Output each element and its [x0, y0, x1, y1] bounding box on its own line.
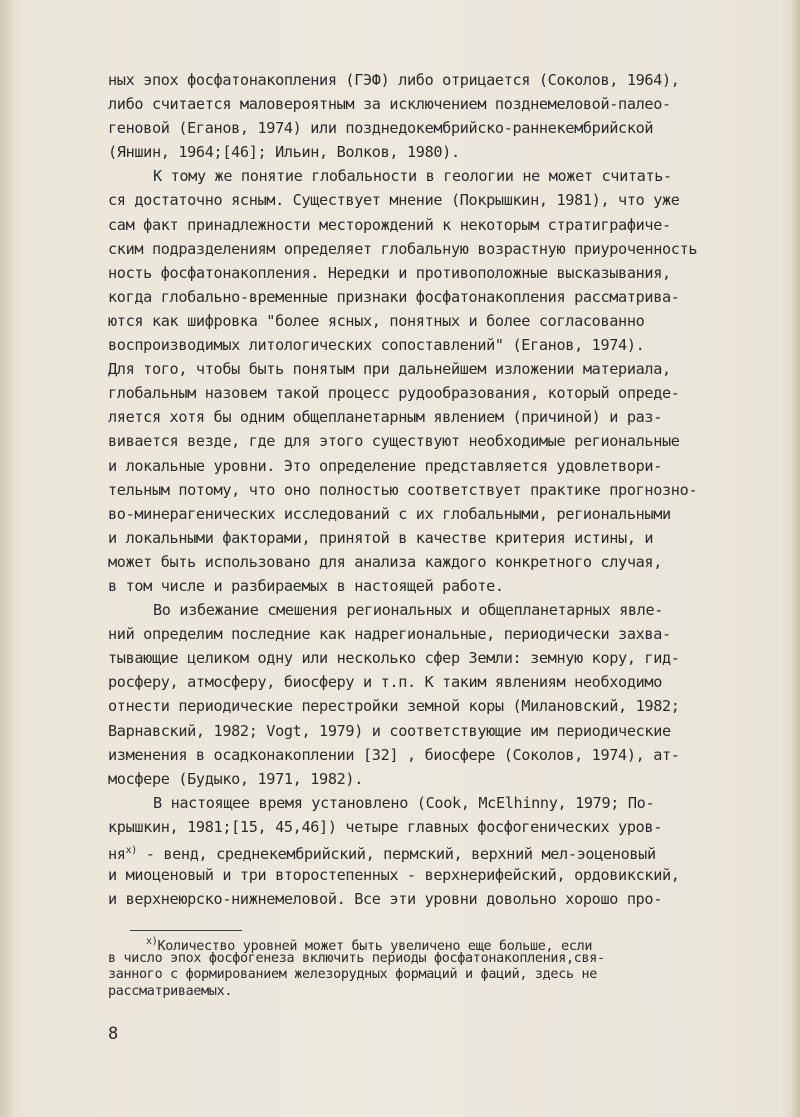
text-line: крышкин, 1981;[15, 45,46]) четыре главных фосфогенических уров- [108, 817, 663, 836]
text-line: и локальные уровни. Это определение представляется удовлетвори- [108, 456, 663, 475]
footnote-line: занного с формированием железорудных формаций и фаций, здесь не [108, 967, 597, 982]
text-line: может быть использовано для анализа каждого конкретного случая, [108, 552, 663, 571]
text-line: сам факт принадлежности месторождений к некоторым стратиграфиче- [108, 215, 671, 234]
page-number: 8 [108, 1024, 119, 1044]
footnote-marker: x) [146, 936, 158, 947]
text-line: глобальным назовем такой процесс рудообразования, который опреде- [108, 384, 680, 403]
text-line: воспроизводимых литологических сопоставлений" (Еганов, 1974). [108, 336, 645, 355]
text-line: ний определим последние как надрегиональные, периодически захва- [108, 625, 671, 644]
text-line: изменения в осадконакоплении [32] , биосфере (Соколов, 1974), ат- [108, 745, 680, 764]
text-line: мосфере (Будыко, 1971, 1982). [108, 769, 364, 788]
text-line: когда глобально-временные признаки фосфатонакопления рассматрива- [108, 287, 680, 306]
text-line-paragraph-start: В настоящее время установлено (Cook, McElhinny, 1979; По- [153, 793, 655, 812]
footnote-ref-marker: x) [125, 845, 137, 856]
text-line: тельным потому, что оно полностью соответствует практике прогнозно- [108, 480, 698, 499]
text-line: ных эпох фосфатонакопления (ГЭФ) либо отрицается (Соколов, 1964), [108, 71, 680, 89]
footnote-line: в число эпох фосфогенеза включить периоды фосфатонакопления,свя- [108, 950, 605, 966]
text-fragment: ня [108, 845, 126, 863]
text-line: и локальными факторами, принятой в качестве критерия истины, и [108, 528, 654, 547]
text-line: и миоценовый и три второстепенных - верхнерифейский, ордовикский, [108, 866, 680, 885]
text-fragment: - венд, среднекембрийский, пермский, верхний мел-эоценовый [136, 845, 656, 863]
text-line-with-footnote-ref [108, 839, 748, 863]
text-line: во-минерагенических исследований с их глобальными, региональными [108, 504, 671, 523]
text-line: Варнавский, 1982; Vogt, 1979) и соответствующие им периодические [108, 721, 671, 740]
footnote-line [108, 934, 748, 954]
text-line: ются как шифровка "более ясных, понятных и более согласованно [108, 311, 645, 330]
text-line-paragraph-start: Во избежание смешения региональных и общепланетарных явле- [153, 601, 664, 620]
footnote-text: Количество уровней может быть увеличено еще больше, если [157, 939, 593, 954]
text-line: в том числе и разбираемых в настоящей работе. [108, 576, 504, 595]
text-line-paragraph-start: К тому же понятие глобальности в геологии не может считать- [153, 167, 672, 186]
page-edge-shadow-right [790, 0, 800, 1117]
text-line: ляется хотя бы одним общепланетарным явлением (причиной) и раз- [108, 408, 663, 427]
page-edge-shadow-left [0, 0, 14, 1117]
text-line: либо считается маловероятным за исключением позднемеловой-палео- [108, 95, 671, 114]
text-line: (Яншин, 1964;[46]; Ильин, Волков, 1980). [108, 143, 460, 162]
text-line: Для того, чтобы быть понятым при дальнейшем изложении материала, [108, 360, 671, 379]
text-line: ся достаточно ясным. Существует мнение (Покрышкин, 1981), что уже [108, 191, 680, 210]
text-line: ность фосфатонакопления. Нередки и противоположные высказывания, [108, 263, 671, 282]
text-line: ским подразделениям определяет глобальную возрастную приуроченность [108, 239, 698, 258]
text-line: и верхнеюрско-нижнемеловой. Все эти уровни довольно хорошо про- [108, 890, 663, 909]
footnote [108, 934, 748, 1000]
footnote-line: рассматриваемых. [108, 983, 233, 999]
text-line: тывающие целиком одну или несколько сфер Земли: земную кору, гид- [108, 649, 680, 668]
text-line: вивается везде, где для этого существуют необходимые региональные [108, 432, 680, 451]
footnote-separator [130, 930, 242, 931]
text-line: росферу, атмосферу, биосферу и т.п. К таким явлениям необходимо [108, 673, 663, 692]
text-line: геновой (Еганов, 1974) или позднедокембрийско-раннекембрийской [108, 119, 654, 138]
body-text [108, 68, 748, 911]
text-line: отнести периодические перестройки земной коры (Милановский, 1982; [108, 697, 680, 716]
